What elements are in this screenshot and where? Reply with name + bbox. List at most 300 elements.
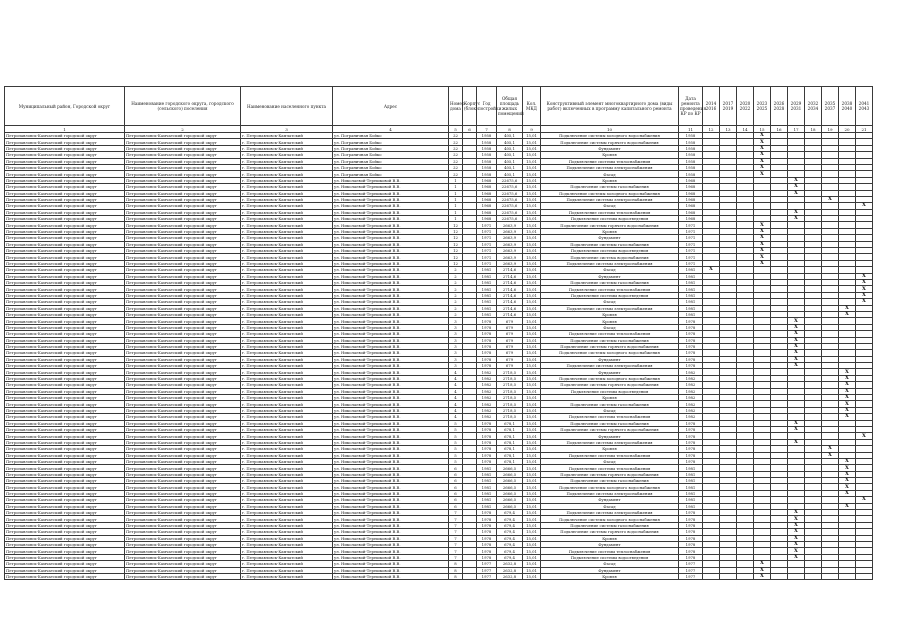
year-built-cell: 1982 [477,382,497,388]
area-cell: 679 [497,337,523,343]
house-number-cell: 4 [449,414,463,420]
repair-date-cell: 1978 [679,516,703,522]
work-type-cell: Фундамент [541,369,679,375]
period-mark-cell: X [754,133,771,139]
district-cell: Петропавловск-Камчатский городской округ [5,292,125,298]
area-cell: 2718,5 [497,414,523,420]
settlement-cell: Петропавловск-Камчатский городской округ [125,235,241,241]
district-cell: Петропавловск-Камчатский городской округ [5,305,125,311]
area-cell: 679 [497,343,523,349]
district-cell: Петропавловск-Камчатский городской округ [5,458,125,464]
address-cell: ул. Николаевой-Терешковой В.В. [333,350,449,356]
work-type-cell: Подключение системы теплоснабжения [541,209,679,215]
header-cell: 2029 2031 [788,87,805,126]
work-type-cell: Подключение системы газоснабжения [541,337,679,343]
house-number-cell: 4 [449,401,463,407]
period-mark-cell: X [788,343,805,349]
settlement-cell: Петропавловск-Камчатский городской округ [125,292,241,298]
locality-cell: г. Петропавловск-Камчатский [241,203,333,209]
address-cell: ул. Пограничная Бойко [333,158,449,164]
locality-cell: г. Петропавловск-Камчатский [241,171,333,177]
header-cell: 2026 2028 [771,87,788,126]
column-number: 8 [497,126,523,133]
address-cell: ул. Пограничная Бойко [333,139,449,145]
area-cell: 679,4 [497,522,523,528]
work-type-cell: Подключение системы электроснабжения [541,164,679,170]
period-mark-cell: X [839,388,856,394]
period-mark-cell [720,573,737,579]
work-type-cell: Подключение системы электроснабжения [541,510,679,516]
locality-cell: г. Петропавловск-Камчатский [241,318,333,324]
work-type-cell: Подключение системы теплоснабжения [541,548,679,554]
period-mark-cell: X [754,152,771,158]
count-cell: 15,01 [523,279,541,285]
address-cell: ул. Николаевой-Терешковой В.В. [333,516,449,522]
locality-cell: г. Петропавловск-Камчатский [241,324,333,330]
locality-cell: г. Петропавловск-Камчатский [241,439,333,445]
house-number-cell: 22 [449,158,463,164]
address-cell: ул. Николаевой-Терешковой В.В. [333,458,449,464]
year-built-cell: 1977 [477,567,497,573]
work-type-cell: Подключение система водоснабжения [541,254,679,260]
period-mark-cell [703,573,720,579]
period-mark-cell: X [839,484,856,490]
repair-date-cell: 1978 [679,433,703,439]
district-cell: Петропавловск-Камчатский городской округ [5,343,125,349]
work-type-cell: Подключение системы горячего водоснабжения [541,471,679,477]
repair-date-cell: 1978 [679,426,703,432]
address-cell: ул. Николаевой-Терешковой В.В. [333,184,449,190]
work-type-cell: Подключение системы горячего водоснабжения [541,222,679,228]
district-cell: Петропавловск-Камчатский городской округ [5,337,125,343]
period-mark-cell: X [839,478,856,484]
area-cell: 679,4 [497,535,523,541]
area-cell: 22675,6 [497,196,523,202]
count-cell: 15,01 [523,452,541,458]
district-cell: Петропавловск-Камчатский городской округ [5,177,125,183]
area-cell: 22675,6 [497,209,523,215]
repair-date-cell: 1971 [679,254,703,260]
settlement-cell: Петропавловск-Камчатский городской округ [125,305,241,311]
locality-cell: г. Петропавловск-Камчатский [241,164,333,170]
house-number-cell: 5 [449,433,463,439]
house-number-cell: 6 [449,503,463,509]
count-cell: 15,01 [523,139,541,145]
work-type-cell: Фасад [541,203,679,209]
count-cell: 15,01 [523,171,541,177]
count-cell: 15,01 [523,228,541,234]
count-cell: 15,01 [523,414,541,420]
work-type-cell: Фасад [541,267,679,273]
settlement-cell: Петропавловск-Камчатский городской округ [125,139,241,145]
settlement-cell: Петропавловск-Камчатский городской округ [125,318,241,324]
count-cell: 15,01 [523,458,541,464]
house-number-cell: 3 [449,324,463,330]
column-number: 7 [477,126,497,133]
area-cell: 2666,5 [497,465,523,471]
house-number-cell: 1 [449,203,463,209]
district-cell: Петропавловск-Камчатский городской округ [5,433,125,439]
locality-cell: г. Петропавловск-Камчатский [241,420,333,426]
address-cell: ул. Николаевой-Терешковой В.В. [333,535,449,541]
repair-date-cell: 1982 [679,395,703,401]
year-built-cell: 1982 [477,407,497,413]
settlement-cell: Петропавловск-Камчатский городской округ [125,554,241,560]
locality-cell: г. Петропавловск-Камчатский [241,248,333,254]
period-mark-cell: X [788,510,805,516]
address-cell: ул. Николаевой-Терешковой В.В. [333,478,449,484]
work-type-cell: Подключение системы горячего водоснабжения [541,529,679,535]
settlement-cell: Петропавловск-Камчатский городской округ [125,465,241,471]
repair-date-cell: 1981 [679,311,703,317]
period-mark-cell: X [788,522,805,528]
repair-date-cell: 1958 [679,139,703,145]
year-built-cell: 1982 [477,395,497,401]
header-cell: Наименование населенного пункта [241,87,333,126]
year-built-cell: 1981 [477,299,497,305]
period-mark-cell [839,573,856,579]
district-cell: Петропавловск-Камчатский городской округ [5,152,125,158]
locality-cell: г. Петропавловск-Камчатский [241,260,333,266]
locality-cell: г. Петропавловск-Камчатский [241,388,333,394]
work-type-cell: Подключение системы холодного водоснабжения [541,484,679,490]
house-number-cell: 3 [449,350,463,356]
area-cell: 2663,9 [497,260,523,266]
address-cell: ул. Николаевой-Терешковой В.В. [333,311,449,317]
address-cell: ул. Николаевой-Терешковой В.В. [333,228,449,234]
period-mark-cell: X [788,216,805,222]
settlement-cell: Петропавловск-Камчатский городской округ [125,548,241,554]
locality-cell: г. Петропавловск-Камчатский [241,503,333,509]
column-number: 9 [523,126,541,133]
locality-cell: г. Петропавловск-Камчатский [241,478,333,484]
settlement-cell: Петропавловск-Камчатский городской округ [125,561,241,567]
address-cell: ул. Николаевой-Терешковой В.В. [333,331,449,337]
area-cell: 2663,9 [497,222,523,228]
district-cell: Петропавловск-Камчатский городской округ [5,254,125,260]
area-cell: 2666,5 [497,471,523,477]
header-cell: Муниципальный район, Городской округ [5,87,125,126]
house-number-cell: 4 [449,369,463,375]
count-cell: 15,01 [523,331,541,337]
period-mark-cell: X [839,305,856,311]
locality-cell: г. Петропавловск-Камчатский [241,382,333,388]
repair-date-cell: 1968 [679,203,703,209]
repair-date-cell: 1982 [679,375,703,381]
work-type-cell: Подключение системы электроснабжения [541,305,679,311]
count-cell: 15,01 [523,324,541,330]
district-cell: Петропавловск-Камчатский городской округ [5,439,125,445]
district-cell: Петропавловск-Камчатский городской округ [5,279,125,285]
locality-cell: г. Петропавловск-Камчатский [241,152,333,158]
district-cell: Петропавловск-Камчатский городской округ [5,382,125,388]
period-mark-cell: X [754,235,771,241]
locality-cell: г. Петропавловск-Камчатский [241,350,333,356]
work-type-cell: Фундамент [541,497,679,503]
repair-date-cell: 1978 [679,420,703,426]
address-cell: ул. Николаевой-Терешковой В.В. [333,279,449,285]
address-cell: ул. Николаевой-Терешковой В.В. [333,203,449,209]
district-cell: Петропавловск-Камчатский городской округ [5,196,125,202]
count-cell: 15,01 [523,516,541,522]
work-type-cell: Подключение системы холодного водоснабжения [541,375,679,381]
column-number: 5 [449,126,463,133]
area-cell: 22675,6 [497,216,523,222]
count-cell: 15,01 [523,465,541,471]
address-cell: ул. Николаевой-Терешковой В.В. [333,267,449,273]
address-cell: ул. Николаевой-Терешковой В.В. [333,216,449,222]
work-type-cell: Подключение системы водоотведения [541,388,679,394]
year-built-cell: 1981 [477,286,497,292]
period-mark-cell: X [754,145,771,151]
address-cell: ул. Николаевой-Терешковой В.В. [333,420,449,426]
district-cell: Петропавловск-Камчатский городской округ [5,356,125,362]
period-mark-cell: X [754,164,771,170]
house-number-cell: 12 [449,241,463,247]
period-mark-cell: X [788,356,805,362]
district-cell: Петропавловск-Камчатский городской округ [5,465,125,471]
register-sheet [4,86,870,580]
year-built-cell: 1977 [477,561,497,567]
house-number-cell: 5 [449,458,463,464]
count-cell: 15,01 [523,209,541,215]
locality-cell: г. Петропавловск-Камчатский [241,446,333,452]
house-number-cell: 3 [449,318,463,324]
address-cell: ул. Пограничная Бойко [333,164,449,170]
period-mark-cell: X [788,209,805,215]
settlement-cell: Петропавловск-Камчатский городской округ [125,567,241,573]
area-cell: 2714,6 [497,279,523,285]
district-cell: Петропавловск-Камчатский городской округ [5,573,125,579]
count-cell: 15,01 [523,216,541,222]
settlement-cell: Петропавловск-Камчатский городской округ [125,337,241,343]
count-cell: 15,01 [523,542,541,548]
repair-date-cell: 1978 [679,337,703,343]
repair-date-cell: 1971 [679,228,703,234]
work-type-cell: Фасад [541,299,679,305]
period-mark-cell [737,573,754,579]
area-cell: 678,1 [497,452,523,458]
locality-cell: г. Петропавловск-Камчатский [241,158,333,164]
settlement-cell: Петропавловск-Камчатский городской округ [125,273,241,279]
year-built-cell: 1978 [477,529,497,535]
settlement-cell: Петропавловск-Камчатский городской округ [125,395,241,401]
locality-cell: г. Петропавловск-Камчатский [241,497,333,503]
locality-cell: г. Петропавловск-Камчатский [241,273,333,279]
district-cell: Петропавловск-Камчатский городской округ [5,184,125,190]
locality-cell: г. Петропавловск-Камчатский [241,292,333,298]
period-mark-cell: X [754,248,771,254]
work-type-cell: Подключение системы водоотведения [541,248,679,254]
work-type-cell: Фасад [541,171,679,177]
locality-cell: г. Петропавловск-Камчатский [241,228,333,234]
area-cell: 679 [497,350,523,356]
district-cell: Петропавловск-Камчатский городской округ [5,164,125,170]
area-cell: 678,1 [497,420,523,426]
address-cell: ул. Николаевой-Терешковой В.В. [333,190,449,196]
count-cell: 15,01 [523,535,541,541]
repair-date-cell: 1968 [679,216,703,222]
settlement-cell: Петропавловск-Камчатский городской округ [125,171,241,177]
work-type-cell: Подключение системы горячего водоснабжения [541,139,679,145]
district-cell: Петропавловск-Камчатский городской округ [5,388,125,394]
settlement-cell: Петропавловск-Камчатский городской округ [125,248,241,254]
area-cell: 22675,6 [497,177,523,183]
year-built-cell: 1968 [477,177,497,183]
locality-cell: г. Петропавловск-Камчатский [241,369,333,375]
settlement-cell: Петропавловск-Камчатский городской округ [125,471,241,477]
address-cell: ул. Николаевой-Терешковой В.В. [333,248,449,254]
area-cell: 679,4 [497,554,523,560]
address-cell: ул. Николаевой-Терешковой В.В. [333,414,449,420]
year-built-cell: 1971 [477,260,497,266]
repair-date-cell: 1981 [679,286,703,292]
house-number-cell: 2 [449,292,463,298]
work-type-cell: Подключение системы горячего водоснабжения [541,343,679,349]
locality-cell: г. Петропавловск-Камчатский [241,343,333,349]
locality-cell: г. Петропавловск-Камчатский [241,145,333,151]
locality-cell: г. Петропавловск-Камчатский [241,139,333,145]
column-number: 17 [788,126,805,133]
house-number-cell: 12 [449,248,463,254]
house-number-cell: 12 [449,260,463,266]
locality-cell: г. Петропавловск-Камчатский [241,209,333,215]
settlement-cell: Петропавловск-Камчатский городской округ [125,350,241,356]
count-cell: 15,01 [523,382,541,388]
district-cell: Петропавловск-Камчатский городской округ [5,567,125,573]
period-mark-cell: X [839,471,856,477]
header-cell: Наименование городского округа, городского (сельского) поселения [125,87,241,126]
house-number-cell: 2 [449,286,463,292]
repair-date-cell: 1978 [679,331,703,337]
period-mark-cell: X [788,324,805,330]
address-cell: ул. Николаевой-Терешковой В.В. [333,484,449,490]
locality-cell: г. Петропавловск-Камчатский [241,177,333,183]
address-cell: ул. Николаевой-Терешковой В.В. [333,561,449,567]
house-number-cell: 7 [449,516,463,522]
work-type-cell: Кровля [541,395,679,401]
year-built-cell: 1981 [477,484,497,490]
locality-cell: г. Петропавловск-Камчатский [241,375,333,381]
table-row [5,573,873,579]
locality-cell: г. Петропавловск-Камчатский [241,548,333,554]
repair-date-cell: 1978 [679,458,703,464]
table-body [5,133,873,580]
period-mark-cell: X [788,184,805,190]
count-cell: 15,01 [523,573,541,579]
count-cell: 15,01 [523,375,541,381]
address-cell: ул. Николаевой-Терешковой В.В. [333,222,449,228]
period-mark-cell: X [856,299,873,305]
area-cell: 2714,6 [497,267,523,273]
period-mark-cell: X [754,260,771,266]
settlement-cell: Петропавловск-Камчатский городской округ [125,196,241,202]
district-cell: Петропавловск-Камчатский городской округ [5,241,125,247]
house-number-cell: 3 [449,356,463,362]
repair-date-cell: 1978 [679,548,703,554]
settlement-cell: Петропавловск-Камчатский городской округ [125,382,241,388]
count-cell: 15,01 [523,133,541,139]
repair-date-cell: 1968 [679,177,703,183]
repair-date-cell: 1981 [679,490,703,496]
area-cell: 679,4 [497,548,523,554]
period-mark-cell: X [788,439,805,445]
locality-cell: г. Петропавловск-Камчатский [241,337,333,343]
district-cell: Петропавловск-Камчатский городской округ [5,324,125,330]
repair-date-cell: 1981 [679,503,703,509]
area-cell: 679 [497,356,523,362]
period-mark-cell: X [788,331,805,337]
area-cell: 2632,8 [497,567,523,573]
house-number-cell: 6 [449,490,463,496]
count-cell: 15,01 [523,490,541,496]
house-number-cell: 12 [449,235,463,241]
locality-cell: г. Петропавловск-Камчатский [241,471,333,477]
settlement-cell: Петропавловск-Камчатский городской округ [125,222,241,228]
work-type-cell: Подключение системы холодного водоснабжения [541,190,679,196]
count-cell: 15,01 [523,299,541,305]
locality-cell: г. Петропавловск-Камчатский [241,484,333,490]
year-built-cell: 1978 [477,420,497,426]
house-number-cell: 8 [449,573,463,579]
period-mark-cell: X [839,407,856,413]
locality-cell: г. Петропавловск-Камчатский [241,311,333,317]
settlement-cell: Петропавловск-Камчатский городской округ [125,369,241,375]
year-built-cell: 1981 [477,311,497,317]
district-cell: Петропавловск-Камчатский городской округ [5,235,125,241]
count-cell: 15,01 [523,343,541,349]
settlement-cell: Петропавловск-Камчатский городской округ [125,529,241,535]
locality-cell: г. Петропавловск-Камчатский [241,426,333,432]
address-cell: ул. Николаевой-Терешковой В.В. [333,177,449,183]
area-cell: 2714,6 [497,305,523,311]
work-type-cell: Кровля [541,177,679,183]
year-built-cell: 1978 [477,439,497,445]
header-cell: Общая площадь жилых помещений [497,87,523,126]
count-cell: 15,01 [523,152,541,158]
work-type-cell: Подключение системы электроснабжения [541,490,679,496]
year-built-cell: 1958 [477,139,497,145]
house-number-cell: 4 [449,375,463,381]
settlement-cell: Петропавловск-Камчатский городской округ [125,535,241,541]
house-number-cell: 22 [449,133,463,139]
period-mark-cell: X [703,267,720,273]
address-cell: ул. Николаевой-Терешковой В.В. [333,273,449,279]
repair-date-cell: 1978 [679,356,703,362]
header-cell: 2035 2037 [822,87,839,126]
district-cell: Петропавловск-Камчатский городской округ [5,248,125,254]
address-cell: ул. Николаевой-Терешковой В.В. [333,363,449,369]
work-type-cell: Подключение системы холодного водоснабжения [541,133,679,139]
count-cell: 15,01 [523,260,541,266]
district-cell: Петропавловск-Камчатский городской округ [5,490,125,496]
locality-cell: г. Петропавловск-Камчатский [241,286,333,292]
work-type-cell: Подключение системы теплоснабжения [541,414,679,420]
count-cell: 15,01 [523,510,541,516]
period-mark-cell: X [856,273,873,279]
period-mark-cell: X [839,375,856,381]
district-cell: Петропавловск-Камчатский городской округ [5,209,125,215]
count-cell: 15,01 [523,369,541,375]
address-cell: ул. Николаевой-Терешковой В.В. [333,497,449,503]
period-mark-cell: X [839,465,856,471]
period-mark-cell: X [839,458,856,464]
work-type-cell: Подключение системы водоотведения [541,554,679,560]
area-cell: 2632,8 [497,561,523,567]
repair-date-cell: 1981 [679,478,703,484]
settlement-cell: Петропавловск-Камчатский городской округ [125,241,241,247]
area-cell: 679,4 [497,510,523,516]
